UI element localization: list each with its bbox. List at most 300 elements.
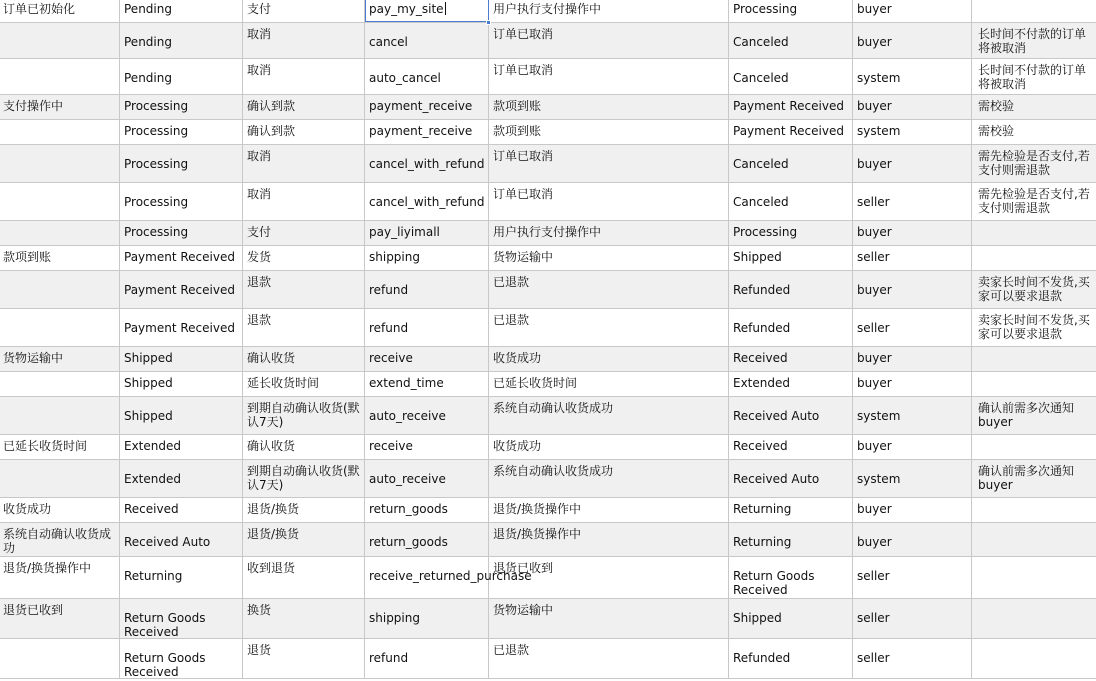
table-row xyxy=(0,639,1096,679)
cell-text: Payment Received xyxy=(124,283,235,297)
from-status-cell[interactable] xyxy=(120,271,243,308)
to-status-cell[interactable] xyxy=(729,523,853,556)
from-status-cell[interactable] xyxy=(120,120,243,144)
note-cell[interactable] xyxy=(972,372,1096,396)
action-code-cell[interactable] xyxy=(365,347,489,371)
cell-text: Payment Received xyxy=(733,99,844,113)
action-code-cell[interactable] xyxy=(365,639,489,678)
cell-text: 退货/换货操作中 xyxy=(3,561,92,575)
from-status-cell[interactable] xyxy=(120,347,243,371)
cell-text: receive_returned_purchase xyxy=(369,569,532,583)
action-label-cell[interactable] xyxy=(243,120,365,144)
result-desc-cell[interactable] xyxy=(489,221,729,245)
cell-text: auto_cancel xyxy=(369,71,441,85)
cell-text: Received xyxy=(733,439,788,453)
action-code-cell[interactable] xyxy=(365,435,489,459)
cell-text: seller xyxy=(857,651,890,665)
note-cell[interactable] xyxy=(972,460,1096,497)
cell-text: Shipped xyxy=(733,611,782,625)
cell-text: 已延长收货时间 xyxy=(493,376,578,390)
cell-text: 卖家长时间不发货,买家可以要求退款 xyxy=(978,313,1090,341)
from-state-cell[interactable] xyxy=(0,498,120,522)
to-status-cell[interactable] xyxy=(729,246,853,270)
action-code-cell[interactable] xyxy=(365,271,489,308)
cell-text: Shipped xyxy=(124,409,173,423)
table-row xyxy=(0,435,1096,460)
action-label-cell[interactable] xyxy=(243,271,365,308)
to-status-cell[interactable] xyxy=(729,183,853,220)
result-desc-cell[interactable] xyxy=(489,498,729,522)
cell-text: 已退款 xyxy=(493,313,530,327)
cell-text: buyer xyxy=(857,502,892,516)
cell-text: cancel_with_refund xyxy=(369,195,485,209)
cell-text: 确认前需多次通知buyer xyxy=(978,464,1075,492)
actor-cell[interactable] xyxy=(853,246,972,270)
cell-text: 订单已取消 xyxy=(493,63,554,77)
cell-text: Shipped xyxy=(733,250,782,264)
cell-text: system xyxy=(857,409,901,423)
cell-text: Canceled xyxy=(733,195,789,209)
cell-text: Refunded xyxy=(733,283,791,297)
action-label-cell[interactable] xyxy=(243,95,365,119)
to-status-cell[interactable] xyxy=(729,309,853,346)
from-state-cell[interactable] xyxy=(0,221,120,245)
table-row xyxy=(0,372,1096,397)
action-label-cell[interactable] xyxy=(243,557,365,598)
to-status-cell[interactable] xyxy=(729,460,853,497)
from-state-cell[interactable] xyxy=(0,145,120,182)
action-code-cell[interactable] xyxy=(365,460,489,497)
action-code-cell[interactable] xyxy=(365,120,489,144)
table-row xyxy=(0,0,1096,23)
cell-text: 确认前需多次通知buyer xyxy=(978,401,1075,429)
cell-text: 退货已收到 xyxy=(493,561,554,575)
to-status-cell[interactable] xyxy=(729,23,853,58)
note-cell[interactable] xyxy=(972,59,1096,94)
from-state-cell[interactable] xyxy=(0,0,120,22)
action-label-cell[interactable] xyxy=(243,397,365,434)
cell-text: 需校验 xyxy=(978,99,1015,113)
result-desc-cell[interactable] xyxy=(489,599,729,638)
table-row xyxy=(0,95,1096,120)
cell-text: system xyxy=(857,124,901,138)
cell-text: 取消 xyxy=(247,187,272,201)
to-status-cell[interactable] xyxy=(729,372,853,396)
action-label-cell[interactable] xyxy=(243,372,365,396)
table-row xyxy=(0,397,1096,435)
cell-text: Processing xyxy=(733,225,798,239)
table-row xyxy=(0,557,1096,599)
cell-text: 订单已初始化 xyxy=(3,2,76,16)
cell-text: 订单已取消 xyxy=(493,149,554,163)
cell-text: Processing xyxy=(124,99,189,113)
from-status-cell[interactable] xyxy=(120,435,243,459)
table-row xyxy=(0,309,1096,347)
from-status-cell[interactable] xyxy=(120,523,243,556)
cell-text: Shipped xyxy=(124,351,173,365)
action-code-cell[interactable] xyxy=(365,372,489,396)
from-state-cell[interactable] xyxy=(0,59,120,94)
actor-cell[interactable] xyxy=(853,59,972,94)
cell-text: Pending xyxy=(124,71,172,85)
cell-text: payment_receive xyxy=(369,124,473,138)
result-desc-cell[interactable] xyxy=(489,639,729,678)
actor-cell[interactable] xyxy=(853,639,972,678)
cell-text: payment_receive xyxy=(369,99,473,113)
cell-text: Returning xyxy=(733,535,792,549)
cell-text: buyer xyxy=(857,2,892,16)
action-label-cell[interactable] xyxy=(243,59,365,94)
result-desc-cell[interactable] xyxy=(489,59,729,94)
note-cell[interactable] xyxy=(972,523,1096,556)
cell-text: Pending xyxy=(124,35,172,49)
table-row xyxy=(0,246,1096,271)
result-desc-cell[interactable] xyxy=(489,523,729,556)
action-code-cell[interactable] xyxy=(365,183,489,220)
result-desc-cell[interactable] xyxy=(489,271,729,308)
from-state-cell[interactable] xyxy=(0,435,120,459)
actor-cell[interactable] xyxy=(853,397,972,434)
cell-text: Processing xyxy=(124,195,189,209)
result-desc-cell[interactable] xyxy=(489,95,729,119)
action-code-cell[interactable] xyxy=(365,95,489,119)
to-status-cell[interactable] xyxy=(729,221,853,245)
note-cell[interactable] xyxy=(972,347,1096,371)
action-code-cell[interactable] xyxy=(365,309,489,346)
actor-cell[interactable] xyxy=(853,183,972,220)
actor-cell[interactable] xyxy=(853,347,972,371)
table-row xyxy=(0,599,1096,639)
action-label-cell[interactable] xyxy=(243,460,365,497)
cell-text: seller xyxy=(857,611,890,625)
cell-text: 到期自动确认收货(默认7天) xyxy=(247,401,360,429)
cell-text: 订单已取消 xyxy=(493,187,554,201)
note-cell[interactable] xyxy=(972,435,1096,459)
action-code-cell[interactable] xyxy=(365,599,489,638)
from-status-cell[interactable] xyxy=(120,309,243,346)
cell-text: 货物运输中 xyxy=(493,603,554,617)
note-cell[interactable] xyxy=(972,23,1096,58)
action-label-cell[interactable] xyxy=(243,0,365,22)
cell-text: 支付 xyxy=(247,225,272,239)
cell-text: 款项到账 xyxy=(493,124,542,138)
cell-text: Refunded xyxy=(733,321,791,335)
action-label-cell[interactable] xyxy=(243,23,365,58)
cell-text: Refunded xyxy=(733,651,791,665)
cell-text: 到期自动确认收货(默认7天) xyxy=(247,464,360,492)
table-row xyxy=(0,23,1096,59)
to-status-cell[interactable] xyxy=(729,557,853,598)
cell-text: 确认收货 xyxy=(247,439,296,453)
to-status-cell[interactable] xyxy=(729,145,853,182)
cell-text: 确认收货 xyxy=(247,351,296,365)
cell-text: 确认到款 xyxy=(247,99,296,113)
result-desc-cell[interactable] xyxy=(489,397,729,434)
actor-cell[interactable] xyxy=(853,523,972,556)
from-state-cell[interactable] xyxy=(0,246,120,270)
table-row xyxy=(0,347,1096,372)
result-desc-cell[interactable] xyxy=(489,460,729,497)
from-state-cell[interactable] xyxy=(0,523,120,556)
action-label-cell[interactable] xyxy=(243,246,365,270)
from-state-cell[interactable] xyxy=(0,397,120,434)
cell-text: Canceled xyxy=(733,71,789,85)
from-state-cell[interactable] xyxy=(0,120,120,144)
cell-text: receive xyxy=(369,439,413,453)
to-status-cell[interactable] xyxy=(729,271,853,308)
from-state-cell[interactable] xyxy=(0,271,120,308)
from-status-cell[interactable] xyxy=(120,59,243,94)
table-row xyxy=(0,498,1096,523)
result-desc-cell[interactable] xyxy=(489,557,729,598)
cell-text: 卖家长时间不发货,买家可以要求退款 xyxy=(978,275,1090,303)
from-status-cell[interactable] xyxy=(120,23,243,58)
cell-text: buyer xyxy=(857,283,892,297)
table-row xyxy=(0,145,1096,183)
result-desc-cell[interactable] xyxy=(489,372,729,396)
from-status-cell[interactable] xyxy=(120,372,243,396)
actor-cell[interactable] xyxy=(853,309,972,346)
from-status-cell[interactable] xyxy=(120,221,243,245)
note-cell[interactable] xyxy=(972,599,1096,638)
to-status-cell[interactable] xyxy=(729,498,853,522)
table-row xyxy=(0,183,1096,221)
actor-cell[interactable] xyxy=(853,95,972,119)
to-status-cell[interactable] xyxy=(729,120,853,144)
cell-text: 退货 xyxy=(247,643,272,657)
action-label-cell[interactable] xyxy=(243,498,365,522)
note-cell[interactable] xyxy=(972,0,1096,22)
cell-text: extend_time xyxy=(369,376,444,390)
action-label-cell[interactable] xyxy=(243,145,365,182)
to-status-cell[interactable] xyxy=(729,95,853,119)
from-state-cell[interactable] xyxy=(0,460,120,497)
from-status-cell[interactable] xyxy=(120,599,243,638)
cell-text: shipping xyxy=(369,611,420,625)
cell-text: 支付 xyxy=(247,2,272,16)
actor-cell[interactable] xyxy=(853,599,972,638)
from-state-cell[interactable] xyxy=(0,599,120,638)
note-cell[interactable] xyxy=(972,498,1096,522)
cell-text: Payment Received xyxy=(733,124,844,138)
actor-cell[interactable] xyxy=(853,0,972,22)
cell-text: 系统自动确认收货成功 xyxy=(493,464,614,478)
cell-text: 取消 xyxy=(247,63,272,77)
from-state-cell[interactable] xyxy=(0,309,120,346)
actor-cell[interactable] xyxy=(853,435,972,459)
from-state-cell[interactable] xyxy=(0,639,120,678)
note-cell[interactable] xyxy=(972,271,1096,308)
table-row xyxy=(0,460,1096,498)
cell-text: Return Goods Received xyxy=(124,651,206,679)
result-desc-cell[interactable] xyxy=(489,145,729,182)
action-code-cell[interactable] xyxy=(365,221,489,245)
to-status-cell[interactable] xyxy=(729,639,853,678)
actor-cell[interactable] xyxy=(853,498,972,522)
action-code-cell[interactable] xyxy=(365,397,489,434)
cell-text: buyer xyxy=(857,439,892,453)
cell-text: 退款 xyxy=(247,275,272,289)
cell-text: 确认到款 xyxy=(247,124,296,138)
cell-text: 款项到账 xyxy=(493,99,542,113)
from-status-cell[interactable] xyxy=(120,0,243,22)
cell-text: return_goods xyxy=(369,535,448,549)
from-status-cell[interactable] xyxy=(120,397,243,434)
to-status-cell[interactable] xyxy=(729,347,853,371)
cell-text: auto_receive xyxy=(369,409,446,423)
cell-text: cancel_with_refund xyxy=(369,157,485,171)
result-desc-cell[interactable] xyxy=(489,183,729,220)
cell-text: 支付操作中 xyxy=(3,99,64,113)
action-code-cell[interactable] xyxy=(365,246,489,270)
cell-text: 用户执行支付操作中 xyxy=(493,225,602,239)
result-desc-cell[interactable] xyxy=(489,0,729,22)
cell-text: seller xyxy=(857,195,890,209)
cell-text: return_goods xyxy=(369,502,448,516)
cell-text: 延长收货时间 xyxy=(247,376,320,390)
cell-text: 需校验 xyxy=(978,124,1015,138)
note-cell[interactable] xyxy=(972,246,1096,270)
cell-text: pay_liyimall xyxy=(369,225,440,239)
from-state-cell[interactable] xyxy=(0,372,120,396)
cell-text: Received Auto xyxy=(733,409,820,423)
cell-text: buyer xyxy=(857,35,892,49)
actor-cell[interactable] xyxy=(853,145,972,182)
cell-text: 取消 xyxy=(247,27,272,41)
from-state-cell[interactable] xyxy=(0,23,120,58)
from-status-cell[interactable] xyxy=(120,460,243,497)
from-state-cell[interactable] xyxy=(0,557,120,598)
actor-cell[interactable] xyxy=(853,221,972,245)
cell-text: 退货/换货操作中 xyxy=(493,502,582,516)
to-status-cell[interactable] xyxy=(729,397,853,434)
action-code-cell[interactable] xyxy=(365,523,489,556)
note-cell[interactable] xyxy=(972,397,1096,434)
actor-cell[interactable] xyxy=(853,372,972,396)
action-code-cell[interactable] xyxy=(365,145,489,182)
result-desc-cell[interactable] xyxy=(489,120,729,144)
note-cell[interactable] xyxy=(972,309,1096,346)
note-cell[interactable] xyxy=(972,95,1096,119)
cell-text: buyer xyxy=(857,157,892,171)
cell-text: 收货成功 xyxy=(493,351,542,365)
cell-text: buyer xyxy=(857,535,892,549)
to-status-cell[interactable] xyxy=(729,599,853,638)
cell-text: 需先检验是否支付,若支付则需退款 xyxy=(978,187,1090,215)
action-label-cell[interactable] xyxy=(243,183,365,220)
action-label-cell[interactable] xyxy=(243,523,365,556)
cell-text: seller xyxy=(857,569,890,583)
note-cell[interactable] xyxy=(972,557,1096,598)
action-label-cell[interactable] xyxy=(243,221,365,245)
from-state-cell[interactable] xyxy=(0,347,120,371)
note-cell[interactable] xyxy=(972,145,1096,182)
cell-text: auto_receive xyxy=(369,472,446,486)
actor-cell[interactable] xyxy=(853,271,972,308)
cell-text: refund xyxy=(369,321,409,335)
cell-text: shipping xyxy=(369,250,420,264)
to-status-cell[interactable] xyxy=(729,0,853,22)
action-label-cell[interactable] xyxy=(243,309,365,346)
result-desc-cell[interactable] xyxy=(489,23,729,58)
cell-text: buyer xyxy=(857,225,892,239)
action-label-cell[interactable] xyxy=(243,639,365,678)
cell-text: 收到退货 xyxy=(247,561,296,575)
to-status-cell[interactable] xyxy=(729,435,853,459)
cell-text: refund xyxy=(369,651,409,665)
cell-text: 收货成功 xyxy=(3,502,52,516)
cell-text: 收货成功 xyxy=(493,439,542,453)
action-code-cell[interactable] xyxy=(365,23,489,58)
from-status-cell[interactable] xyxy=(120,145,243,182)
action-label-cell[interactable] xyxy=(243,435,365,459)
from-status-cell[interactable] xyxy=(120,95,243,119)
cell-text: Processing xyxy=(124,225,189,239)
cell-text: 已退款 xyxy=(493,275,530,289)
from-status-cell[interactable] xyxy=(120,183,243,220)
table-row xyxy=(0,120,1096,145)
action-label-cell[interactable] xyxy=(243,599,365,638)
from-state-cell[interactable] xyxy=(0,183,120,220)
cell-text: Processing xyxy=(124,124,189,138)
cell-text: system xyxy=(857,472,901,486)
from-status-cell[interactable] xyxy=(120,557,243,598)
result-desc-cell[interactable] xyxy=(489,309,729,346)
cell-text: Return Goods Received xyxy=(124,611,206,639)
cell-text: 长时间不付款的订单将被取消 xyxy=(978,27,1087,55)
cell-text: Received Auto xyxy=(733,472,820,486)
actor-cell[interactable] xyxy=(853,557,972,598)
cell-text: cancel xyxy=(369,35,408,49)
result-desc-cell[interactable] xyxy=(489,347,729,371)
cell-text: 订单已取消 xyxy=(493,27,554,41)
actor-cell[interactable] xyxy=(853,23,972,58)
to-status-cell[interactable] xyxy=(729,59,853,94)
from-state-cell[interactable] xyxy=(0,95,120,119)
cell-text: 系统自动确认收货成功 xyxy=(493,401,614,415)
cell-text: Received Auto xyxy=(124,535,211,549)
cell-text: pay_my_site xyxy=(369,2,444,16)
table-row xyxy=(0,221,1096,246)
note-cell[interactable] xyxy=(972,221,1096,245)
cell-text: Canceled xyxy=(733,35,789,49)
cell-text: 退货/换货 xyxy=(247,527,300,541)
cell-text: Processing xyxy=(733,2,798,16)
cell-text: seller xyxy=(857,250,890,264)
action-label-cell[interactable] xyxy=(243,347,365,371)
from-status-cell[interactable] xyxy=(120,246,243,270)
action-code-cell[interactable] xyxy=(365,498,489,522)
cell-text: 退款 xyxy=(247,313,272,327)
action-code-cell[interactable] xyxy=(365,59,489,94)
actor-cell[interactable] xyxy=(853,460,972,497)
result-desc-cell[interactable] xyxy=(489,435,729,459)
note-cell[interactable] xyxy=(972,120,1096,144)
cell-text: buyer xyxy=(857,376,892,390)
actor-cell[interactable] xyxy=(853,120,972,144)
cell-text: Processing xyxy=(124,157,189,171)
cell-text: Pending xyxy=(124,2,172,16)
cell-text: Payment Received xyxy=(124,321,235,335)
note-cell[interactable] xyxy=(972,183,1096,220)
cell-text: 货物运输中 xyxy=(493,250,554,264)
from-status-cell[interactable] xyxy=(120,639,243,678)
action-code-cell[interactable] xyxy=(365,0,489,22)
from-status-cell[interactable] xyxy=(120,498,243,522)
result-desc-cell[interactable] xyxy=(489,246,729,270)
note-cell[interactable] xyxy=(972,639,1096,678)
cell-text: Returning xyxy=(124,569,183,583)
